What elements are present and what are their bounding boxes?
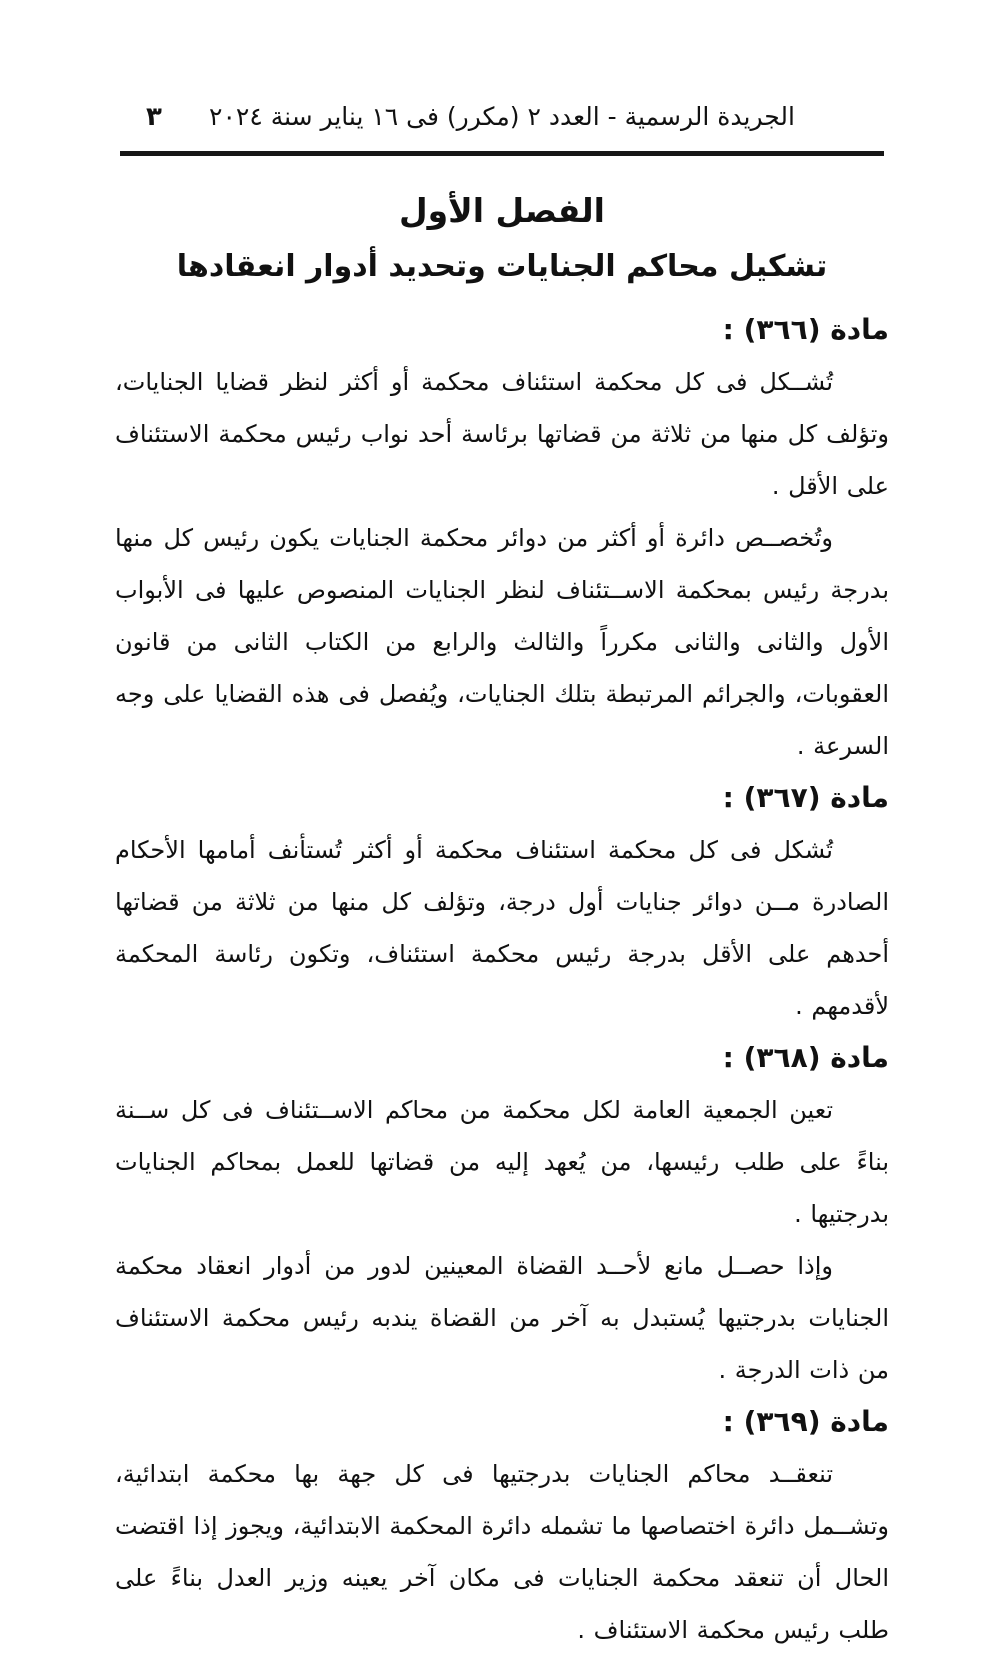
page-number: ٣ — [146, 102, 162, 132]
document-body — [115, 172, 889, 1656]
article-366-paragraph-1: تُشــكل فى كل محكمة استئناف محكمة أو أكثر لنظر قضايا الجنايات، وتؤلف كل منها من ثلاثة من قضاتها برئاسة أحد نواب رئيس محكمة الاستئناف على الأقل . — [115, 368, 889, 500]
chapter-title: الفصل الأول — [399, 191, 605, 230]
header-double-rule — [120, 151, 884, 156]
gazette-issue-title: الجريدة الرسمية - العدد ٢ (مكرر) فى ١٦ يناير سنة ٢٠٢٤ — [209, 102, 795, 131]
article-368-paragraph-1: تعين الجمعية العامة لكل محكمة من محاكم الاســتئناف فى كل ســنة بناءً على طلب رئيسها، من يُعهد إليه من قضاتها للعمل بمحاكم الجنايات بدرجتيها . — [115, 1096, 889, 1228]
article-366 — [115, 304, 889, 772]
article-368-paragraph-2: وإذا حصــل مانع لأحــد القضاة المعينين لدور من أدوار انعقاد محكمة الجنايات بدرجتيها يُستبدل به آخر من القضاة يندبه رئيس محكمة الاستئناف من ذات الدرجة . — [115, 1252, 889, 1384]
article-367-paragraph-1: تُشكل فى كل محكمة استئناف محكمة أو أكثر تُستأنف أمامها الأحكام الصادرة مــن دوائر جنايات أول درجة، وتؤلف كل منها من ثلاثة من قضاتها أحدهم على الأقل بدرجة رئيس محكمة استئناف، وتكون رئاسة المحكمة لأقدمهم . — [115, 836, 889, 1020]
article-369-heading: مادة (٣٦٩) : — [722, 1405, 889, 1438]
page-header — [118, 96, 886, 138]
article-369-paragraph-1: تنعقــد محاكم الجنايات بدرجتيها فى كل جهة بها محكمة ابتدائية، وتشــمل دائرة اختصاصها ما تشمله دائرة المحكمة الابتدائية، ويجوز إذا اقتضت الحال أن تنعقد محكمة الجنايات فى مكان آخر يعينه وزير العدل بناءً على طلب رئيس محكمة الاستئناف . — [115, 1460, 889, 1644]
article-367 — [115, 772, 889, 1032]
article-366-heading: مادة (٣٦٦) : — [722, 313, 889, 346]
article-369 — [115, 1396, 889, 1656]
article-366-paragraph-2: وتُخصــص دائرة أو أكثر من دوائر محكمة الجنايات يكون رئيس كل منها بدرجة رئيس بمحكمة الاســتئناف لنظر الجنايات المنصوص عليها فى الأبواب الأول والثانى والثانى مكرراً والثالث والرابع من الكتاب الثانى من قانون العقوبات، والجرائم المرتبطة بتلك الجنايات، ويُفصل فى هذه القضايا على وجه السرعة . — [115, 524, 889, 760]
chapter-subtitle: تشكيل محاكم الجنايات وتحديد أدوار انعقادها — [176, 249, 828, 284]
article-368 — [115, 1032, 889, 1396]
article-368-heading: مادة (٣٦٨) : — [722, 1041, 889, 1074]
article-367-heading: مادة (٣٦٧) : — [722, 781, 889, 814]
